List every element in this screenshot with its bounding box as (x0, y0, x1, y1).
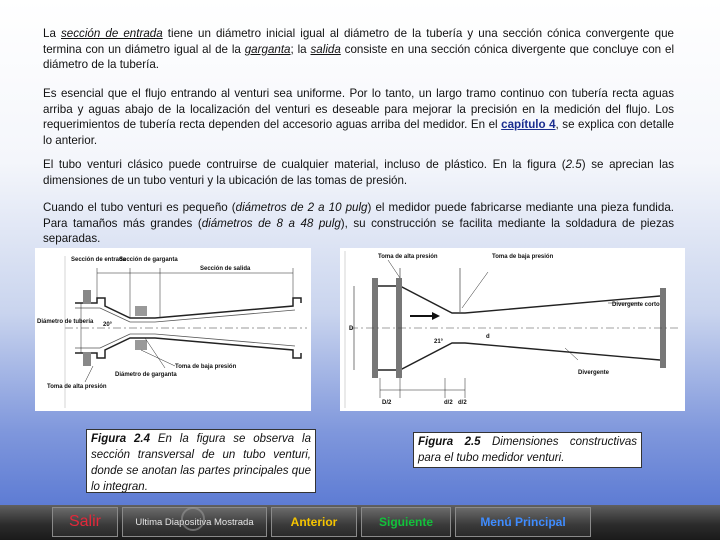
label-d2-b: d/2 (458, 400, 467, 406)
text-run: El tubo venturi clásico puede contruirse de cualquier material, incluso de plástico. En la figura ( (43, 158, 566, 171)
text-run: ), su construcción se facilita mediante la soldadura de piezas separadas. (43, 216, 674, 245)
label-seccion-garganta: Sección de garganta (119, 257, 178, 263)
paragraph-1 (43, 26, 674, 73)
text-run: ; la (290, 42, 311, 56)
label-seccion-salida: Sección de salida (200, 266, 251, 272)
label-toma-baja: Toma de baja presión (492, 254, 554, 260)
text-run: ) se aprecian las dimensiones de un tubo venturi y la ubicación de las tomas de presión. (43, 158, 675, 187)
text-run: Es esencial que el flujo entrando al venturi sea uniforme. Por lo tanto, un largo tramo continuo con tubería recta aguas arriba y aguas abajo de la localización del venturi es deseable para mejorar la precisión en la medición del flujo. Los requerimientos de tubería recta dependen del accesorio aguas arriba del medidor. En el (43, 87, 674, 131)
label-diametro-garganta: Diámetro de garganta (115, 372, 177, 378)
size-range-large: diámetros de 8 a 48 pulg (201, 216, 341, 230)
label-D: D (349, 326, 354, 332)
exit-button[interactable]: Salir (52, 507, 118, 537)
figure-2-4-venturi-section (35, 248, 311, 411)
label-divergente-corto: Divergente corto (612, 302, 660, 308)
term-garganta: garganta (244, 42, 291, 56)
figure-2-5-venturi-dimensions (340, 248, 685, 411)
caption-figure-2-5 (413, 432, 642, 468)
label-seccion-entrada: Sección de entrada (71, 257, 127, 263)
label-angulo: 20° (103, 322, 113, 328)
return-arrow-icon (181, 507, 205, 531)
text-run: consiste en una sección cónica divergente que concluye con el diámetro de la tubería. (43, 42, 675, 71)
text-run: Cuando el tubo venturi es pequeño ( (43, 201, 236, 214)
paragraph-2 (43, 86, 674, 148)
caption-figure-2-4 (86, 429, 316, 493)
label-angulo-21: 21° (434, 339, 444, 345)
term-salida: salida (310, 42, 341, 56)
label-d: d (486, 334, 490, 340)
caption-label: Figura 2.4 (91, 433, 150, 445)
label-divergente: Divergente (578, 370, 610, 376)
last-slide-button[interactable]: Ultima Diapositiva Mostrada (122, 507, 267, 537)
previous-button[interactable]: Anterior (271, 507, 357, 537)
venturi-cross-section-drawing (35, 248, 311, 411)
caption-label: Figura 2.5 (418, 436, 481, 448)
main-menu-button[interactable]: Menú Principal (455, 507, 591, 537)
label-d2-a: d/2 (444, 400, 453, 406)
text-run: ) el medidor puede fabricarse mediante una pieza fundida. Para tamaños más grandes ( (43, 201, 674, 230)
term-seccion-entrada: sección de entrada (60, 27, 163, 40)
figure-ref: 2.5 (565, 158, 582, 171)
size-range-small: diámetros de 2 a 10 pulg (235, 201, 368, 214)
label-D2: D/2 (382, 400, 392, 406)
text-run: tiene un diámetro inicial igual al diámetro de la tubería y una sección cónica convergente que termina con un diámetro igual al de la (43, 27, 674, 56)
chapter-4-link[interactable]: capítulo 4 (501, 118, 556, 131)
label-diametro-tuberia: Diámetro de tubería (37, 319, 94, 325)
paragraph-4 (43, 200, 674, 247)
paragraph-3 (43, 157, 674, 188)
label-toma-baja: Toma de baja presión (175, 364, 237, 370)
text-run: La (43, 27, 61, 40)
text-run: , se explica con detalle lo anterior. (43, 118, 674, 147)
caption-text: Dimensiones constructivas para el tubo medidor venturi. (418, 436, 637, 464)
label-toma-alta: Toma de alta presión (47, 384, 107, 390)
venturi-dimensions-drawing (340, 248, 685, 411)
caption-text: En la figura se observa la sección transversal de un tubo venturi, donde se anotan las partes principales que lo integran. (91, 433, 311, 493)
next-button[interactable]: Siguiente (361, 507, 451, 537)
label-toma-alta: Toma de alta presión (378, 254, 438, 260)
